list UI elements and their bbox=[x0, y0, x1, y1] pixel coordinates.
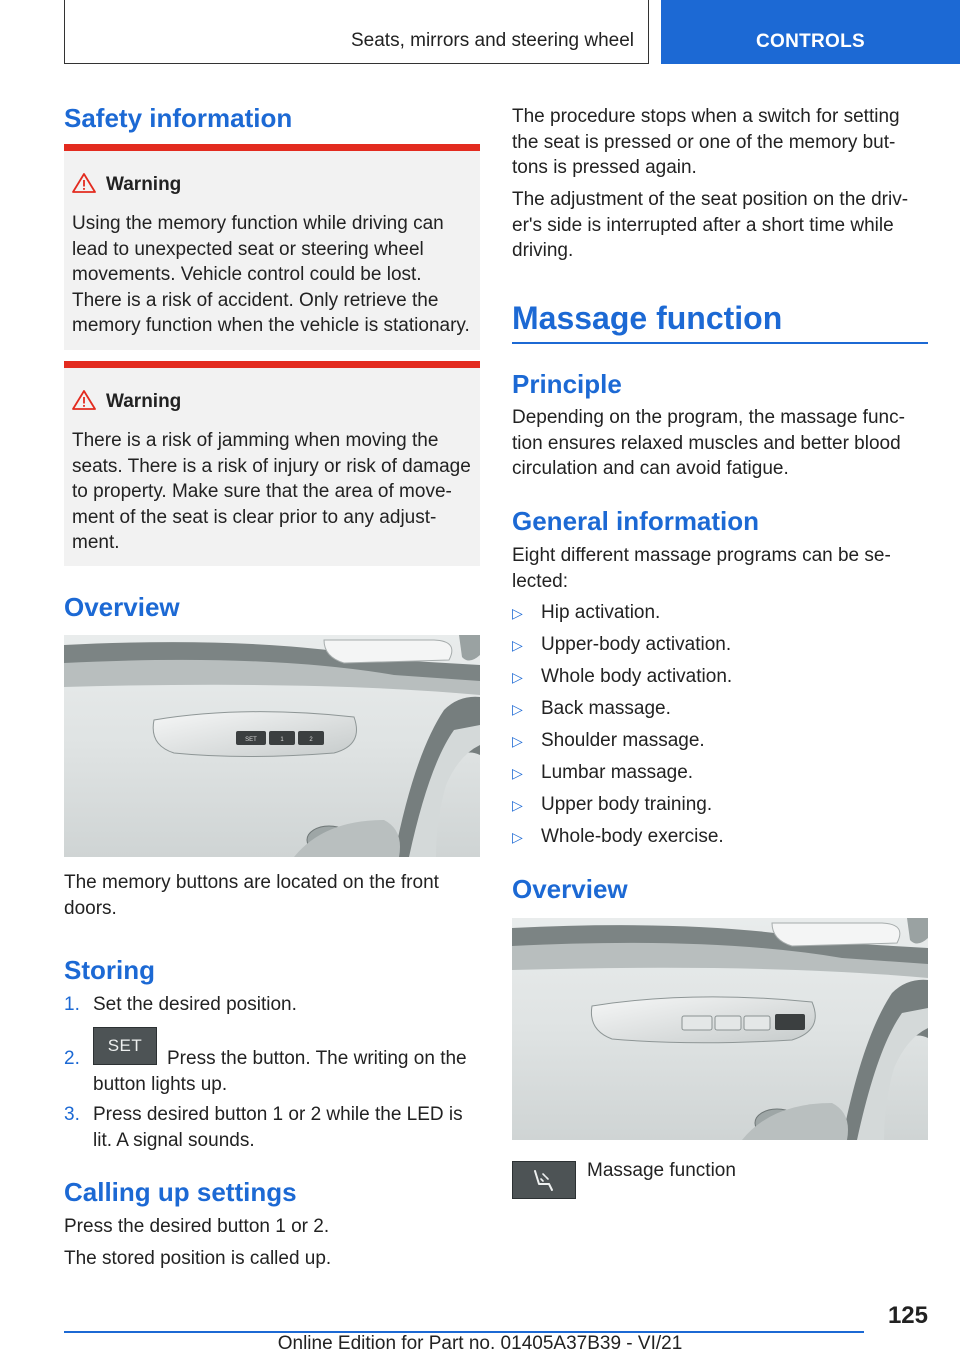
photo-memory-button bbox=[682, 1016, 712, 1030]
calling-text-2: The stored position is called up. bbox=[64, 1248, 332, 1269]
general-information-title: General information bbox=[512, 506, 760, 536]
list-item: ▷ Whole body activation. bbox=[512, 666, 733, 687]
list-item: ▷ Whole-body exercise. bbox=[512, 826, 724, 847]
bullet-triangle-icon: ▷ bbox=[512, 701, 523, 717]
massage-function-title: Massage function bbox=[512, 300, 783, 336]
massage-button-image bbox=[512, 1161, 576, 1199]
list-item: ▷ Lumbar massage. bbox=[512, 762, 694, 783]
massage-seat-icon bbox=[513, 1162, 575, 1198]
header-section-box bbox=[64, 0, 649, 64]
photo-memory-button bbox=[715, 1016, 741, 1030]
warning-title: Warning bbox=[72, 390, 181, 413]
overview-caption: The memory buttons are located on the front doors. bbox=[64, 872, 439, 919]
bullet-triangle-icon: ▷ bbox=[512, 797, 523, 813]
header-chapter-label: CONTROLS bbox=[755, 31, 865, 52]
storing-title: Storing bbox=[64, 955, 155, 985]
door-memory-buttons-photo bbox=[64, 635, 480, 857]
set-button-label: SET bbox=[107, 1036, 143, 1055]
svg-text:1: 1 bbox=[280, 737, 284, 743]
warning-text: There is a risk of jamming when moving the seats. There is a risk of injury or risk of damage to property. Make sure that the area of move-ment of the seat is clear prior to any adjust-ment. bbox=[72, 430, 471, 553]
procedure-text-1: The procedure stops when a switch for setting the seat is pressed or one of the memory but-tons is pressed again. bbox=[512, 106, 900, 178]
warning-text: Using the memory function while driving can lead to unexpected seat or steering wheel movements. Vehicle control could be lost. There is a risk of accident. Only retrieve the memory function when the vehicle is stationary. bbox=[72, 213, 470, 336]
principle-title: Principle bbox=[512, 369, 622, 399]
list-item: ▷ Upper body training. bbox=[512, 794, 713, 815]
header-chapter-tab[interactable] bbox=[661, 0, 960, 64]
list-item bbox=[64, 992, 480, 1018]
warning-box-memory bbox=[64, 144, 480, 350]
calling-up-settings-title: Calling up settings bbox=[64, 1177, 297, 1207]
footer-edition: Online Edition for Part no. 01405A37B39 - VI/21 bbox=[277, 1333, 683, 1354]
list-item: ▷ Shoulder massage. bbox=[512, 730, 705, 751]
warning-triangle-icon bbox=[72, 173, 96, 193]
bullet-triangle-icon: ▷ bbox=[512, 829, 523, 845]
warning-title: Warning bbox=[72, 173, 181, 196]
bullet-triangle-icon: ▷ bbox=[512, 669, 523, 685]
warning-triangle-icon bbox=[72, 390, 96, 410]
header-section-title: Seats, mirrors and steering wheel bbox=[350, 30, 634, 51]
step-text: Set the desired position. bbox=[93, 994, 297, 1015]
step-text: Press desired button 1 or 2 while the LED is lit. A signal sounds. bbox=[93, 1104, 463, 1151]
calling-text-1: Press the desired button 1 or 2. bbox=[64, 1216, 330, 1237]
procedure-text-2: The adjustment of the seat position on the driv-er's side is interrupted after a short time while driving. bbox=[512, 189, 909, 261]
safety-information-title: Safety information bbox=[64, 103, 293, 133]
photo-memory-button bbox=[744, 1016, 770, 1030]
page-number: 125 bbox=[887, 1302, 928, 1329]
overview-title: Overview bbox=[64, 592, 180, 622]
general-text: Eight different massage programs can be se-lected: bbox=[512, 545, 891, 592]
photo-massage-button bbox=[775, 1014, 805, 1030]
overview-title-right: Overview bbox=[512, 874, 628, 904]
step-number: 3. bbox=[64, 1104, 80, 1125]
list-item: ▷ Upper-body activation. bbox=[512, 634, 732, 655]
step-number: 2. bbox=[64, 1048, 80, 1069]
warning-box-jamming bbox=[64, 361, 480, 566]
bullet-triangle-icon: ▷ bbox=[512, 733, 523, 749]
list-item: ▷ Back massage. bbox=[512, 698, 671, 719]
massage-button-caption: Massage function bbox=[587, 1160, 736, 1181]
principle-text: Depending on the program, the massage func-tion ensures relaxed muscles and better blood circulation and can avoid fatigue. bbox=[512, 407, 905, 479]
svg-text:SET: SET bbox=[245, 737, 257, 743]
step-text: Press the button. The writing on the button lights up. bbox=[93, 1048, 467, 1095]
title-divider bbox=[512, 342, 928, 344]
door-massage-buttons-photo bbox=[512, 918, 928, 1140]
svg-text:2: 2 bbox=[309, 737, 313, 743]
bullet-triangle-icon: ▷ bbox=[512, 765, 523, 781]
bullet-triangle-icon: ▷ bbox=[512, 637, 523, 653]
bullet-triangle-icon: ▷ bbox=[512, 605, 523, 621]
list-item: ▷ Hip activation. bbox=[512, 602, 661, 623]
step-number: 1. bbox=[64, 994, 80, 1015]
